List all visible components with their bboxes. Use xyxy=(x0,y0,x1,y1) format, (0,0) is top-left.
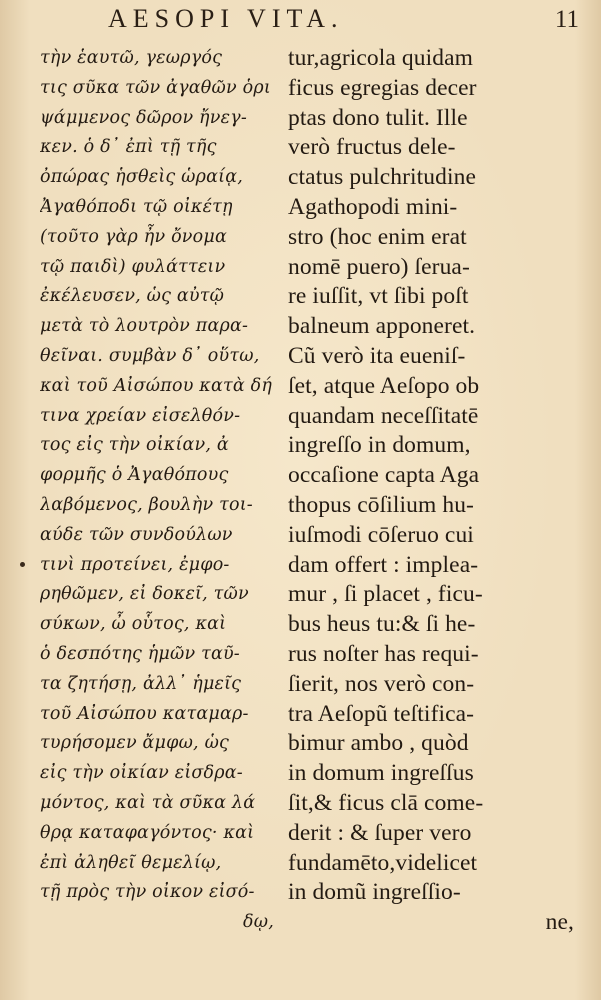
latin-text-line: ptas dono tulit. Ille xyxy=(288,104,468,131)
greek-text-line: (τοῦτο γὰρ ἦν ὄνομα xyxy=(40,226,227,247)
greek-text-line: κεν. ὁ δ᾿ ἐπὶ τῇ τῆς xyxy=(40,137,217,158)
latin-text-line: mur , ſi placet , ficu- xyxy=(288,581,483,608)
greek-text-line: Ἀγαθόποδι τῷ οἰκέτῃ xyxy=(40,196,233,217)
latin-text-line: derit : & ſuper vero xyxy=(288,819,472,846)
greek-text-line: φορμῆς ὁ Ἀγαθόπους xyxy=(40,465,229,486)
greek-text-line: τῇ πρὸς τὴν οἰκον εἰσό- xyxy=(40,882,255,903)
latin-text-line: tra Aeſopũ teſtifica- xyxy=(288,700,475,727)
latin-text-line: ſierit, nos verò con- xyxy=(288,670,475,697)
latin-text-line: rus noſter has requi- xyxy=(288,640,479,667)
latin-text-line: ctatus pulchritudine xyxy=(288,164,476,191)
latin-text-line: tur,agricola quidam xyxy=(288,45,473,71)
greek-text-line: σύκων, ὦ οὗτος, καὶ xyxy=(40,614,227,635)
greek-text-line: ὁ δεσπότης ἡμῶν ταῦ- xyxy=(40,643,240,664)
greek-text-column xyxy=(40,44,280,938)
latin-text-line: iuſmodi cōſeruo cui xyxy=(288,521,474,548)
greek-text-line: τις σῦκα τῶν ἀγαθῶν ὁρι xyxy=(40,77,271,98)
greek-text-line: αύδε τῶν συνδούλων xyxy=(40,524,233,545)
greek-text-line: λαβόμενος, βουλὴν τοι- xyxy=(40,494,253,515)
latin-text-line: ſit,& ficus clā come- xyxy=(288,789,484,816)
latin-text-line: dam offert : implea- xyxy=(288,551,479,578)
greek-text-line: καὶ τοῦ Αἰσώπου κατὰ δή xyxy=(40,375,273,396)
greek-text-line: μόντος, καὶ τὰ σῦκα λά xyxy=(40,792,256,813)
greek-text-line: τινα χρείαν εἰσελθόν- xyxy=(40,405,241,426)
greek-text-line: τα ζητήσῃ, ἀλλ᾿ ἡμεῖς xyxy=(40,673,242,694)
latin-text-line: in domũ ingreſſio- xyxy=(288,879,461,906)
greek-text-line: ὀπώρας ἡσθεὶς ὡραίᾳ, xyxy=(40,167,243,188)
latin-text-line: balneum apponeret. xyxy=(288,313,476,340)
greek-text-line: ψάμμενος δῶρον ἤνεγ- xyxy=(40,107,247,128)
latin-text-line: nomē puero) ſerua- xyxy=(288,253,470,280)
greek-text-line: εἰς τὴν οἰκίαν εἰσδρα- xyxy=(40,763,243,784)
latin-text-line: stro (hoc enim erat xyxy=(288,223,467,250)
greek-text-line: τος εἰς τὴν οἰκίαν, ἀ xyxy=(40,435,229,456)
latin-text-line: re iuſſit, vt ſibi poſt xyxy=(288,283,469,310)
latin-text-line: Cũ verò ita eueniſ- xyxy=(288,342,466,369)
latin-text-line: ficus egregias decer xyxy=(288,74,477,101)
latin-text-line: occaſione capta Aga xyxy=(288,462,480,489)
latin-text-line: bus heus tu:& ſi he- xyxy=(288,611,476,638)
greek-text-line: ἐπὶ ἀληθεῖ θεμελίῳ, xyxy=(40,852,222,873)
latin-text-line: verò fructus dele- xyxy=(288,134,456,161)
margin-mark xyxy=(20,562,25,567)
running-title: AESOPI VITA. xyxy=(108,4,344,33)
greek-text-line: τῷ παιδὶ) φυλάττειν xyxy=(40,256,226,277)
greek-text-line: τυρήσομεν ἄμφω, ὡς xyxy=(40,733,230,754)
latin-text-line: Agathopodi mini- xyxy=(288,193,458,220)
latin-text-line: bimur ambo , quòd xyxy=(288,730,469,757)
latin-text-line: ingreſſo in domum, xyxy=(288,432,471,459)
greek-text-line: ρηθῶμεν, εἰ δοκεῖ, τῶν xyxy=(40,584,249,605)
latin-text-line: quandam neceſſitatē xyxy=(288,402,479,429)
latin-text-line: in domum ingreſſus xyxy=(288,760,474,787)
page-number: 11 xyxy=(554,6,579,33)
greek-text-line: τινὶ προτείνει, ἐμφο- xyxy=(40,554,230,575)
greek-text-line: θεῖναι. συμβὰν δ᾿ οὕτω, xyxy=(40,345,260,366)
latin-text-line: ne, xyxy=(545,909,574,936)
greek-text-line: μετὰ τὸ λουτρὸν παρα- xyxy=(40,316,249,337)
latin-text-line: ſet, atque Aeſopo ob xyxy=(288,372,480,399)
greek-text-line: τὴν ἑαυτῶ, γεωργός xyxy=(40,48,223,68)
greek-text-line: θρᾳ καταφαγόντος· καὶ xyxy=(40,822,255,843)
greek-text-line: δῳ, xyxy=(243,912,274,933)
greek-text-line: τοῦ Αἰσώπου καταμαρ- xyxy=(40,703,249,724)
latin-text-line: fundamēto,videlicet xyxy=(288,849,478,876)
latin-text-column xyxy=(288,44,588,938)
greek-text-line: ἐκέλευσεν, ὡς αὐτῷ xyxy=(40,286,225,307)
latin-text-line: thopus cōſilium hu- xyxy=(288,491,474,518)
